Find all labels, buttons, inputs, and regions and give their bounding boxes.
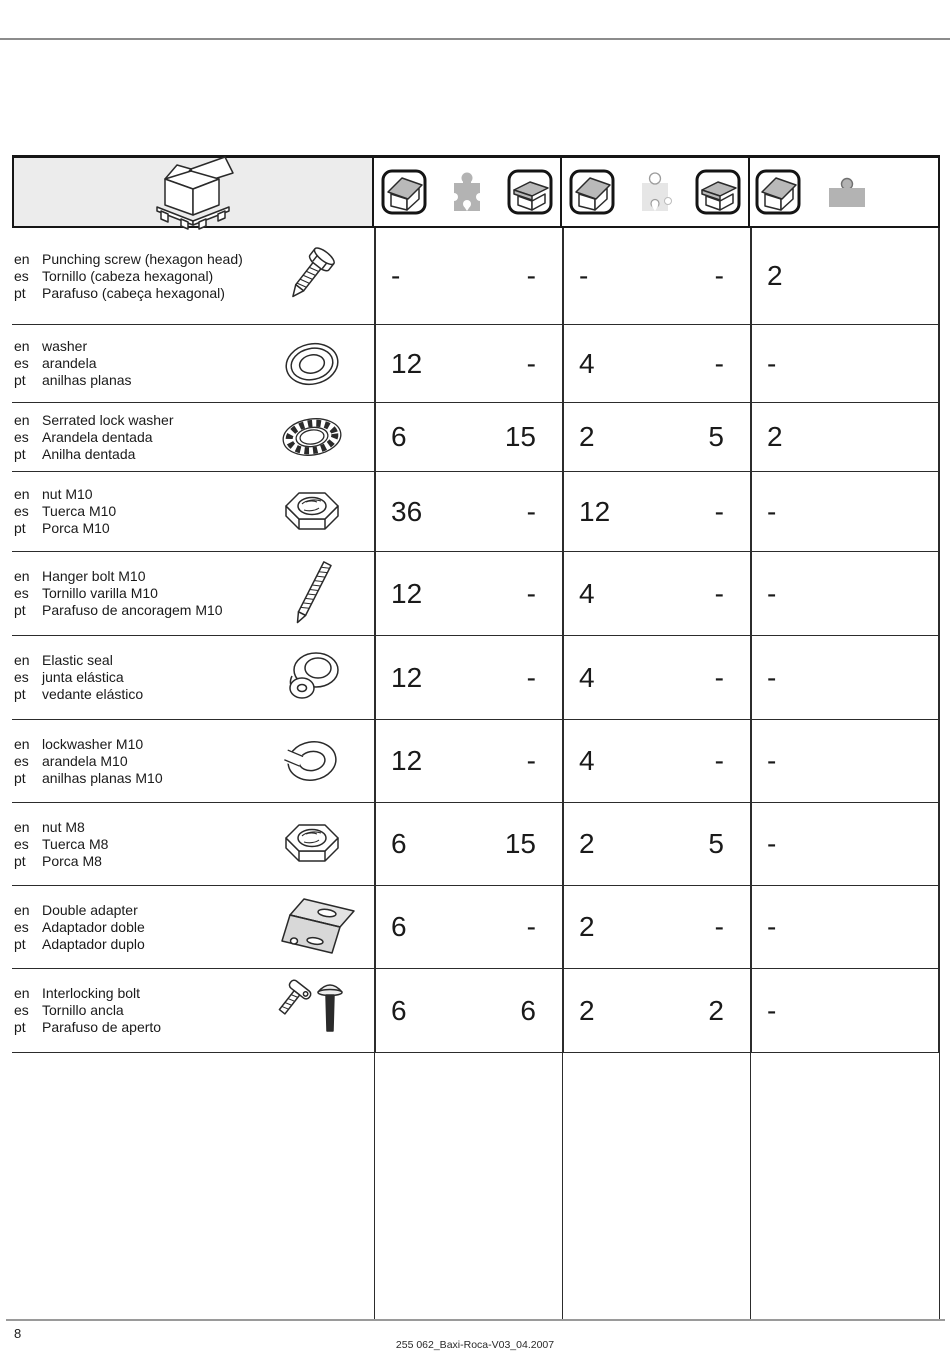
table-body [12, 228, 940, 1053]
part-name: Tornillo varilla M10 [42, 585, 158, 601]
empty-row [12, 1053, 940, 1319]
washer-icon [264, 328, 360, 400]
language-code: en [14, 735, 30, 752]
quantity-value: 12 [391, 661, 423, 693]
quantity-cell [374, 403, 562, 471]
language-code: en [14, 411, 30, 428]
quantity-cell [374, 720, 562, 802]
quantity-value: - [767, 577, 777, 609]
part-name: lockwasher M10 [42, 735, 144, 752]
hex-nut-icon [264, 476, 360, 548]
quantity-value: - [579, 260, 589, 291]
part-name: Porca M8 [42, 852, 102, 869]
quantity-value: - [714, 745, 724, 776]
part-name: Tornillo (cabeza hexagonal) [42, 267, 214, 284]
language-code: pt [14, 686, 26, 702]
quantity-value: - [714, 577, 724, 609]
double-adapter-icon [264, 891, 360, 963]
language-code: en [14, 338, 30, 354]
language-code: pt [14, 602, 26, 618]
quantity-value: 6 [391, 994, 407, 1026]
quantity-cell [562, 552, 750, 635]
quantity-value: 4 [579, 347, 595, 379]
language-code: pt [14, 852, 26, 869]
part-name: Hanger bolt M10 [42, 568, 146, 584]
quantity-value: - [714, 347, 724, 379]
quantity-value: 12 [391, 347, 423, 379]
quantity-cell [750, 472, 940, 551]
language-code: en [14, 818, 30, 835]
part-name: Adaptador doble [42, 918, 145, 935]
language-code: pt [14, 372, 26, 388]
quantity-value: 4 [579, 661, 595, 693]
empty-quantity-cell [750, 1053, 940, 1319]
part-name: Parafuso de aperto [42, 1019, 162, 1035]
quantity-value: - [526, 911, 536, 942]
part-description-cell [12, 803, 374, 885]
serrated-washer-icon [264, 401, 360, 473]
quantity-cell [562, 228, 750, 324]
quantity-cell [562, 720, 750, 802]
part-name: Parafuso (cabeça hexagonal) [42, 284, 225, 301]
part-name: anilhas planas [42, 372, 132, 388]
quantity-cell [374, 472, 562, 551]
quantity-cell [374, 636, 562, 719]
bottom-rule [6, 1319, 945, 1321]
quantity-value: 2 [767, 260, 783, 291]
quantity-value: 2 [579, 994, 595, 1026]
part-name: Porca M10 [42, 520, 110, 536]
quantity-value: 2 [579, 911, 595, 942]
elastic-seal-icon [264, 642, 360, 714]
quantity-value: - [767, 495, 777, 527]
table-row [12, 886, 940, 969]
language-code: en [14, 901, 30, 918]
box-icon [695, 169, 741, 215]
quantity-value: 12 [391, 577, 423, 609]
quantity-value: 6 [391, 911, 407, 942]
quantity-value: 12 [391, 745, 423, 776]
quantity-value: - [767, 994, 777, 1026]
part-name: arandela M10 [42, 752, 128, 769]
quantity-value: - [526, 495, 536, 527]
empty-quantity-cell [562, 1053, 750, 1319]
hex-nut-icon [264, 808, 360, 880]
quantity-value: 2 [767, 421, 783, 452]
quantity-value: - [714, 661, 724, 693]
pallet-box-icon [137, 153, 249, 231]
part-description-cell [12, 228, 374, 324]
part-name: arandela [42, 355, 97, 371]
table-row [12, 803, 940, 886]
language-code: es [14, 918, 29, 935]
language-code: es [14, 355, 29, 371]
quantity-value: - [714, 495, 724, 527]
puzzle-dark-icon [450, 170, 484, 214]
part-name: Punching screw (hexagon head) [42, 250, 243, 267]
part-description-cell [12, 472, 374, 551]
footer-page-number: 8 [14, 1326, 22, 1341]
part-description-cell [12, 636, 374, 719]
table-row [12, 403, 940, 472]
quantity-value: 15 [504, 421, 536, 452]
language-code: en [14, 250, 30, 267]
language-code: en [14, 486, 30, 502]
quantity-value: - [767, 661, 777, 693]
table-row [12, 552, 940, 636]
quantity-cell [374, 325, 562, 402]
quantity-cell [562, 636, 750, 719]
quantity-value: - [767, 911, 777, 942]
language-code: en [14, 985, 30, 1001]
quantity-value: - [391, 260, 401, 291]
table-row [12, 228, 940, 325]
language-code: en [14, 568, 30, 584]
quantity-value: - [767, 828, 777, 859]
quantity-cell [562, 472, 750, 551]
table-header [12, 155, 940, 228]
quantity-cell [374, 969, 562, 1052]
quantity-value: 5 [708, 421, 724, 452]
part-name: Parafuso de ancoragem M10 [42, 602, 223, 618]
quantity-cell [562, 803, 750, 885]
quantity-value: 6 [391, 421, 407, 452]
quantity-value: 12 [579, 495, 611, 527]
part-name: Tuerca M10 [42, 503, 117, 519]
part-name: washer [42, 338, 88, 354]
language-code: pt [14, 935, 26, 952]
quantity-value: - [767, 745, 777, 776]
table-row [12, 325, 940, 403]
quantity-value: 2 [579, 421, 595, 452]
puzzle-light-icon [638, 170, 672, 214]
quantity-cell [562, 969, 750, 1052]
quantity-cell [750, 325, 940, 402]
quantity-cell [374, 228, 562, 324]
quantity-value: 2 [708, 994, 724, 1026]
top-rule [0, 38, 950, 40]
quantity-cell [750, 403, 940, 471]
language-code: en [14, 652, 30, 668]
part-name: Tornillo ancla [42, 1002, 124, 1018]
quantity-value: - [526, 347, 536, 379]
quantity-cell [750, 969, 940, 1052]
quantity-cell [374, 886, 562, 968]
quantity-value: - [526, 260, 536, 291]
quantity-cell [562, 403, 750, 471]
box-icon [507, 169, 553, 215]
language-code: es [14, 835, 29, 852]
part-description-cell [12, 403, 374, 471]
language-code: es [14, 503, 29, 519]
header-kit-column-1 [374, 158, 562, 226]
part-name: Adaptador duplo [42, 935, 145, 952]
part-name: Elastic seal [42, 652, 113, 668]
language-code: es [14, 585, 29, 601]
part-description-cell [12, 969, 374, 1052]
quantity-value: 5 [708, 828, 724, 859]
quantity-cell [374, 552, 562, 635]
language-code: es [14, 428, 29, 445]
part-name: Anilha dentada [42, 445, 136, 462]
quantity-cell [750, 803, 940, 885]
language-code: es [14, 669, 29, 685]
language-code: pt [14, 769, 26, 786]
quantity-cell [750, 636, 940, 719]
house-icon [381, 169, 427, 215]
parts-table [12, 155, 940, 1319]
header-package-cell [12, 158, 374, 226]
language-code: es [14, 752, 29, 769]
language-code: es [14, 267, 29, 284]
quantity-value: 6 [391, 828, 407, 859]
part-description-cell [12, 552, 374, 635]
quantity-cell [562, 886, 750, 968]
empty-quantity-cell [374, 1053, 562, 1319]
part-name: vedante elástico [42, 686, 144, 702]
part-name: Serrated lock washer [42, 411, 174, 428]
footer-doc-ref: 255 062_Baxi-Roca-V03_04.2007 [395, 1339, 555, 1351]
quantity-cell [750, 552, 940, 635]
quantity-cell [562, 325, 750, 402]
table-row [12, 969, 940, 1053]
quantity-value: - [714, 260, 724, 291]
part-name: anilhas planas M10 [42, 769, 163, 786]
quantity-value: - [714, 911, 724, 942]
quantity-value: 4 [579, 577, 595, 609]
quantity-value: 15 [504, 828, 536, 859]
quantity-cell [750, 228, 940, 324]
quantity-value: - [526, 745, 536, 776]
empty-description-cell [12, 1053, 374, 1319]
quantity-cell [374, 803, 562, 885]
quantity-cell [750, 886, 940, 968]
lockwasher-icon [264, 725, 360, 797]
header-kit-column-3 [750, 158, 940, 226]
part-description-cell [12, 886, 374, 968]
hex-screw-icon [264, 240, 360, 312]
part-name: Tuerca M8 [42, 835, 109, 852]
language-code: pt [14, 445, 26, 462]
table-row [12, 472, 940, 552]
part-name: nut M10 [42, 486, 93, 502]
quantity-value: 2 [579, 828, 595, 859]
quantity-value: 36 [391, 495, 423, 527]
quantity-value: 6 [520, 994, 536, 1026]
table-row [12, 720, 940, 803]
interlocking-bolt-icon [264, 975, 360, 1047]
house-icon [569, 169, 615, 215]
part-name: junta elástica [42, 669, 124, 685]
hanger-bolt-icon [264, 558, 360, 630]
language-code: pt [14, 1019, 26, 1035]
cap-icon [827, 176, 867, 209]
house-icon [755, 169, 801, 215]
part-name: Double adapter [42, 901, 138, 918]
language-code: pt [14, 284, 26, 301]
part-name: Interlocking bolt [42, 985, 141, 1001]
quantity-value: - [526, 661, 536, 693]
quantity-cell [750, 720, 940, 802]
part-description-cell [12, 325, 374, 402]
quantity-value: 4 [579, 745, 595, 776]
quantity-value: - [526, 577, 536, 609]
header-kit-column-2 [562, 158, 750, 226]
language-code: pt [14, 520, 26, 536]
table-row [12, 636, 940, 720]
part-description-cell [12, 720, 374, 802]
part-name: Arandela dentada [42, 428, 153, 445]
language-code: es [14, 1002, 29, 1018]
quantity-value: - [767, 347, 777, 379]
part-name: nut M8 [42, 818, 85, 835]
